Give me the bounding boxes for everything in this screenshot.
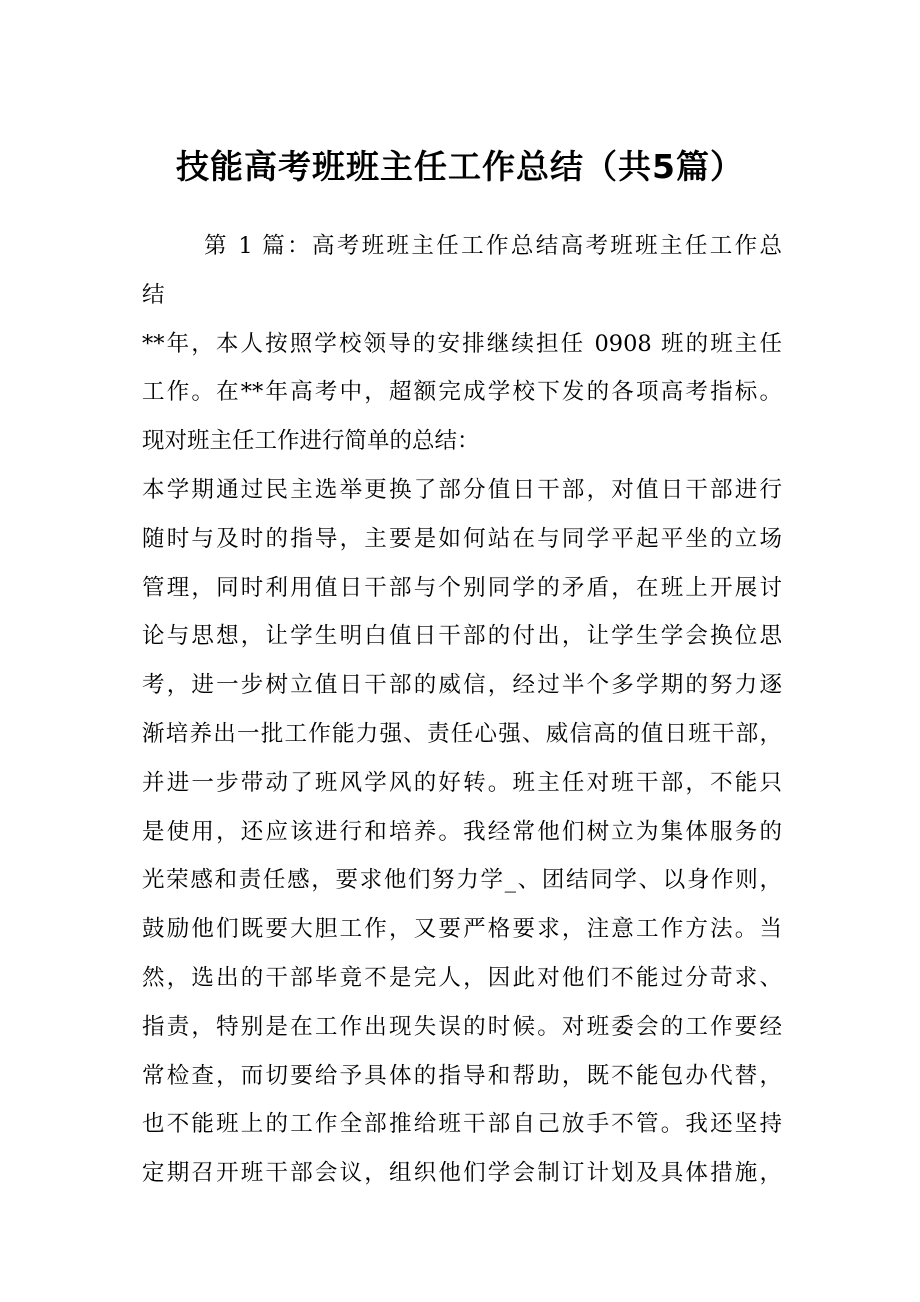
- paragraph-line: 然，选出的干部毕竟不是完人，因此对他们不能过分苛求、: [142, 964, 782, 991]
- paragraph-line: 结: [142, 281, 165, 308]
- paragraph-line: 并进一步带动了班风学风的好转。班主任对班干部，不能只: [142, 769, 782, 796]
- paragraph-line: 论与思想，让学生明白值日干部的付出，让学生学会换位思: [142, 623, 782, 650]
- paragraph-line: 常检查，而切要给予具体的指导和帮助，既不能包办代替，: [142, 1062, 782, 1089]
- paragraph-line: 工作。在**年高考中，超额完成学校下发的各项高考指标。: [142, 379, 782, 406]
- paragraph-line: 也不能班上的工作全部推给班干部自己放手不管。我还坚持: [142, 1111, 782, 1138]
- paragraph-line: **年，本人按照学校领导的安排继续担任 0908 班的班主任: [142, 330, 782, 357]
- paragraph-line: 鼓励他们既要大胆工作，又要严格要求，注意工作方法。当: [142, 916, 782, 943]
- paragraph-line: 第 1 篇：高考班班主任工作总结高考班班主任工作总: [204, 233, 782, 259]
- paragraph-line: 管理，同时利用值日干部与个别同学的矛盾，在班上开展讨: [142, 574, 782, 601]
- paragraph-line: 随时与及时的指导，主要是如何站在与同学平起平坐的立场: [142, 525, 782, 552]
- paragraph-line: 本学期通过民主选举更换了部分值日干部，对值日干部进行: [142, 476, 782, 503]
- paragraph-line: 是使用，还应该进行和培养。我经常他们树立为集体服务的: [142, 818, 782, 845]
- document-title: 技能高考班班主任工作总结（共5篇）: [176, 147, 744, 186]
- paragraph-line: 渐培养出一批工作能力强、责任心强、威信高的值日班干部，: [142, 720, 782, 747]
- paragraph-line: 光荣感和责任感，要求他们努力学_、团结同学、以身作则，: [142, 867, 782, 894]
- paragraph-line: 考，进一步树立值日干部的威信，经过半个多学期的努力逐: [142, 672, 782, 699]
- paragraph-line: 现对班主任工作进行简单的总结：: [142, 428, 480, 455]
- paragraph-line: 指责，特别是在工作出现失误的时候。对班委会的工作要经: [142, 1013, 782, 1040]
- paragraph-line: 定期召开班干部会议，组织他们学会制订计划及具体措施，: [142, 1160, 782, 1187]
- document-body: [142, 222, 782, 1198]
